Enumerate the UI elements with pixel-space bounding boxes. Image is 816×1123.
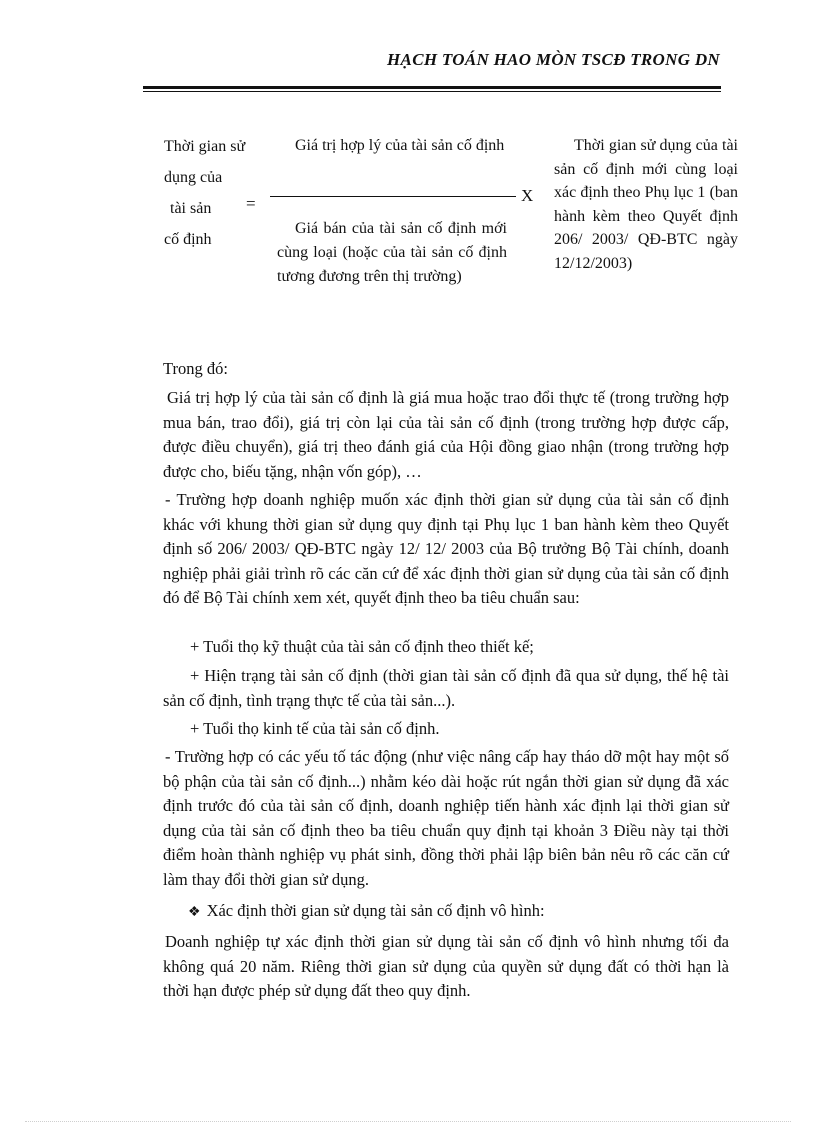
page-bottom-border	[25, 1121, 791, 1122]
header-rule-thin	[143, 91, 721, 92]
formula-fraction-bar	[270, 196, 516, 197]
formula-left-line: cố định	[164, 231, 212, 248]
criterion-item-3: + Tuổi thọ kinh tế của tài sản cố định.	[190, 719, 440, 738]
formula-multiply-sign: X	[521, 186, 534, 205]
formula-denominator: Giá bán của tài sản cố định mới cùng loại (hoặc của tài sản cố định tương đương trên thị trường)	[277, 220, 507, 285]
paragraph-vo-hinh: Doanh nghiệp tự xác định thời gian sử dụng tài sản cố định vô hình nhưng tối đa không quá 20 năm. Riêng thời gian sử dụng của quyền sử dụng đất có thời hạn là thời hạn được phép sử dụng đất theo quy định.	[163, 932, 729, 1000]
formula-equals-sign: =	[246, 194, 256, 213]
paragraph-trong-do: Trong đó:	[163, 359, 228, 378]
formula-left-term	[164, 131, 259, 255]
paragraph-truong-hop-1: - Trường hợp doanh nghiệp muốn xác định thời gian sử dụng của tài sản cố định khác với khung thời gian sử dụng quy định tại Phụ lục 1 ban hành kèm theo Quyết định số 206/ 2003/ QĐ-BTC ngày 12/ 12/ 2003 của Bộ trưởng Bộ Tài chính, doanh nghiệp phải giải trình rõ các căn cứ để xác định thời gian sử dụng của tài sản cố định đó để Bộ Tài chính xem xét, quyết định theo ba tiêu chuẩn sau:	[163, 490, 729, 607]
formula-numerator: Giá trị hợp lý của tài sản cố định	[295, 137, 505, 154]
formula-left-line: dụng của	[164, 169, 223, 186]
criterion-item-2: + Hiện trạng tài sản cố định (thời gian tài sản cố định đã qua sử dụng, thế hệ tài sản cố định, tình trạng thực tế của tài sản...).	[163, 666, 729, 710]
header-rule-thick	[143, 86, 721, 89]
formula-left-line: Thời gian sử	[164, 138, 246, 155]
formula-right-term: Thời gian sử dụng của tài sản cố định mới cùng loại xác định theo Phụ lục 1 (ban hành kèm theo Quyết định 206/ 2003/ QĐ-BTC ngày 12/12/2003)	[554, 137, 738, 272]
formula-left-line: tài sản	[170, 200, 212, 217]
diamond-bullet-icon: ❖	[188, 905, 201, 920]
paragraph-gia-tri-hop-ly: Giá trị hợp lý của tài sản cố định là giá mua hoặc trao đổi thực tế (trong trường hợp mua bán, trao đổi), giá trị còn lại của tài sản cố định (trong trường hợp được cấp, được điều chuyển), giá trị theo đánh giá của Hội đồng giao nhận (trong trường hợp được cho, biếu tặng, nhận vốn góp), …	[163, 388, 729, 481]
paragraph-truong-hop-2: - Trường hợp có các yếu tố tác động (như việc nâng cấp hay tháo dỡ một hay một số bộ phận của tài sản cố định...) nhằm kéo dài hoặc rút ngắn thời gian sử dụng đã xác định trước đó của tài sản cố định, doanh nghiệp tiến hành xác định lại thời gian sử dụng của tài sản cố định theo ba tiêu chuẩn quy định tại khoản 3 Điều này tại thời điểm hoàn thành nghiệp vụ phát sinh, đồng thời phải lập biên bản nêu rõ các căn cứ làm thay đổi thời gian sử dụng.	[163, 747, 729, 889]
page-header-title: HẠCH TOÁN HAO MÒN TSCĐ TRONG DN	[387, 50, 720, 69]
criterion-item-1: + Tuổi thọ kỹ thuật của tài sản cố định theo thiết kế;	[190, 637, 534, 656]
section-heading-vo-hinh	[188, 899, 728, 926]
section-heading-text: Xác định thời gian sử dụng tài sản cố định vô hình:	[206, 901, 545, 920]
